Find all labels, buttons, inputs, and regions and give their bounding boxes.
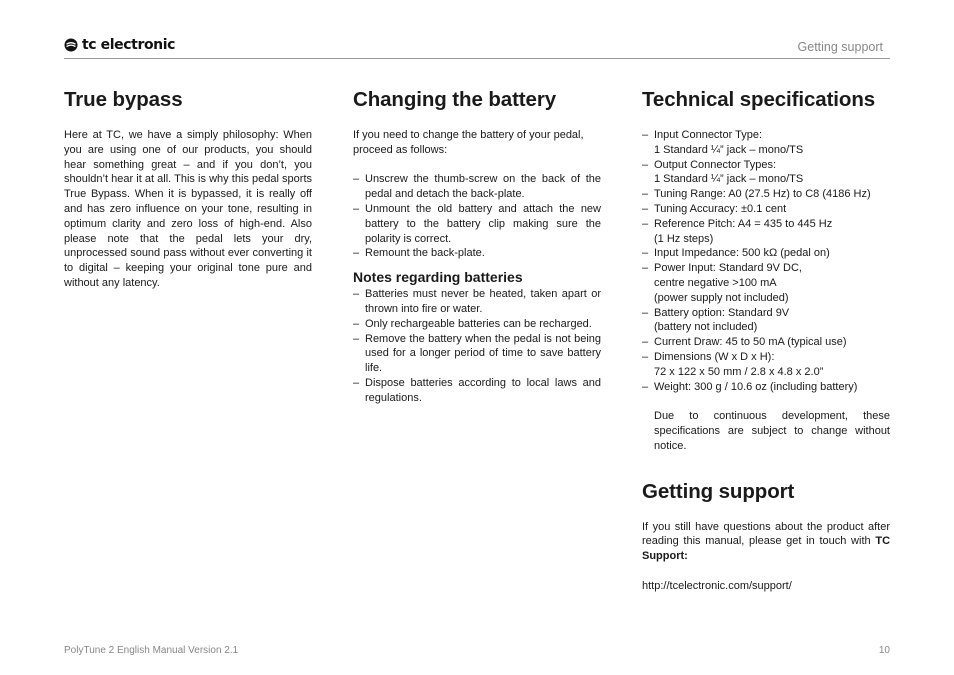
brand-name: tc electronic — [82, 37, 176, 53]
brand-logo — [64, 36, 175, 54]
header-divider — [64, 58, 890, 59]
battery-column — [353, 88, 601, 406]
support-contact: TC Support: — [642, 535, 891, 563]
specs-disclaimer: Due to continuous development, these specifications are subject to change without notice. — [654, 410, 890, 452]
support-link[interactable]: http://tcelectronic.com/support/ — [642, 579, 792, 592]
list-item: – Only rechargeable batteries can be recharged. — [353, 317, 592, 330]
manual-version: PolyTune 2 English Manual Version 2.1 — [64, 645, 239, 656]
true-bypass-text: Here at TC, we have a simply philosophy: When you are using one of our products, you should hear something great – and if you don’t, you shouldn’t hear it at all. This is why this pedal sports True Bypass. When it is bypassed, it is really off and has zero influence on your tone, resulting in optimum clarity and zero loss of high-end. Also please note that the pedal lets your dry, unprocessed sound pass without ever converting it to digital – keeping your original tone pure and without any latency. — [64, 129, 312, 289]
list-item: – Unscrew the thumb-screw on the back of the pedal and detach the back-plate. — [353, 173, 601, 201]
list-item: – Remove the battery when the pedal is not being used for a longer period of time to save battery life. — [353, 332, 601, 375]
list-item: – Tuning Accuracy: ±0.1 cent — [642, 202, 787, 215]
list-item: – Reference Pitch: A4 = 435 to 445 Hz (1 Hz steps) — [642, 217, 833, 245]
support-heading: Getting support — [642, 479, 795, 503]
battery-notes-heading: Notes regarding batteries — [353, 269, 523, 286]
specs-heading: Technical specifications — [642, 88, 876, 111]
battery-steps-list — [353, 172, 601, 261]
battery-intro: If you need to change the battery of your pedal, proceed as follows: — [353, 129, 584, 156]
specs-list — [642, 128, 890, 394]
true-bypass-heading: True bypass — [64, 88, 183, 111]
section-title: Getting support — [797, 40, 883, 54]
list-item: – Output Connector Types: 1 Standard ¼” jack – mono/TS — [642, 158, 804, 186]
list-item: – Remount the back-plate. — [353, 247, 485, 260]
list-item: – Weight: 300 g / 10.6 oz (including battery) — [642, 380, 858, 393]
true-bypass-column — [64, 88, 312, 291]
list-item: – Tuning Range: A0 (27.5 Hz) to C8 (4186 Hz) — [642, 188, 871, 201]
battery-notes-list — [353, 287, 601, 405]
list-item: – Input Impedance: 500 kΩ (pedal on) — [642, 247, 830, 260]
list-item: – Power Input: Standard 9V DC, centre negative >100 mA (power supply not included) — [642, 262, 802, 304]
list-item: – Battery option: Standard 9V (battery not included) — [642, 306, 790, 334]
list-item: – Input Connector Type: 1 Standard ¼” jack – mono/TS — [642, 129, 804, 156]
support-text: If you still have questions about the product after reading this manual, please get in touch with TC Support: — [642, 520, 891, 563]
list-item: – Dispose batteries according to local laws and regulations. — [353, 376, 601, 404]
list-item: – Dimensions (W x D x H): 72 x 122 x 50 mm / 2.8 x 4.8 x 2.0” — [642, 350, 824, 378]
list-item: – Batteries must never be heated, taken apart or thrown into fire or water. — [353, 288, 601, 315]
specs-column — [642, 88, 890, 594]
tc-logo-icon — [64, 38, 78, 52]
battery-heading: Changing the battery — [353, 88, 557, 111]
list-item: – Current Draw: 45 to 50 mA (typical use) — [642, 336, 847, 349]
list-item: – Unmount the old battery and attach the new battery to the battery clip making sure the polarity is correct. — [353, 202, 601, 245]
page-number: 10 — [878, 645, 890, 656]
